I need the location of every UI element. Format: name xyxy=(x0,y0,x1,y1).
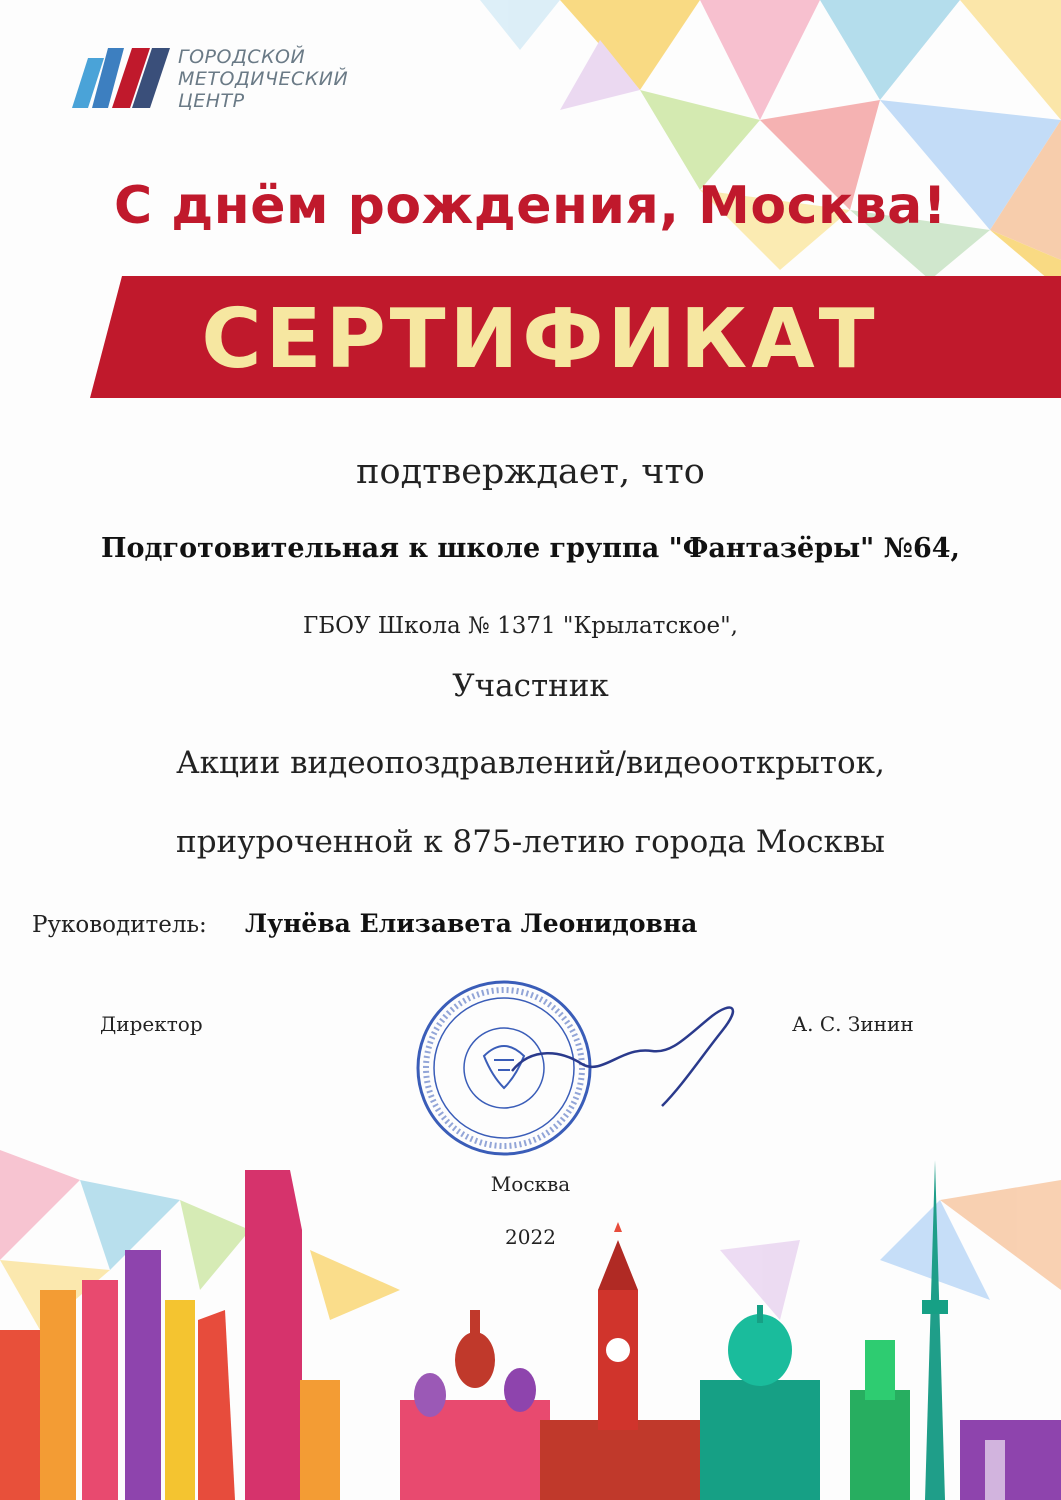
top-polygons xyxy=(480,0,1061,290)
seal-stamp xyxy=(418,982,590,1154)
footer-year: 2022 xyxy=(505,1225,556,1249)
director-label: Директор xyxy=(100,1012,203,1036)
recipient-school: ГБОУ Школа № 1371 "Крылатское", xyxy=(302,613,738,639)
recipient-role: Участник xyxy=(452,668,609,704)
logo-line-1: ГОРОДСКОЙ xyxy=(178,46,306,68)
logo-mark xyxy=(72,48,170,108)
director-name: А. С. Зинин xyxy=(792,1012,914,1036)
signature-stroke xyxy=(512,1008,733,1106)
official-seal-and-signature xyxy=(412,976,752,1156)
confirms-text: подтверждает, что xyxy=(356,452,705,492)
leader-name: Лунёва Елизавета Леонидовна xyxy=(245,909,698,938)
event-occasion: приуроченной к 875-летию города Москвы xyxy=(176,824,885,860)
logo-line-3: ЦЕНТР xyxy=(178,90,245,112)
certificate-title: СЕРТИФИКАТ xyxy=(201,292,879,387)
logo-line-2: МЕТОДИЧЕСКИЙ xyxy=(178,68,349,90)
logo-text xyxy=(178,46,378,112)
greeting-title: С днём рождения, Москва! xyxy=(114,176,947,236)
leader-label: Руководитель: xyxy=(32,912,207,938)
recipient-group: Подготовительная к школе группа "Фантазёры" №64, xyxy=(101,533,960,564)
event-name: Акции видеопоздравлений/видеооткрыток, xyxy=(176,745,885,781)
footer-city: Москва xyxy=(490,1172,571,1196)
